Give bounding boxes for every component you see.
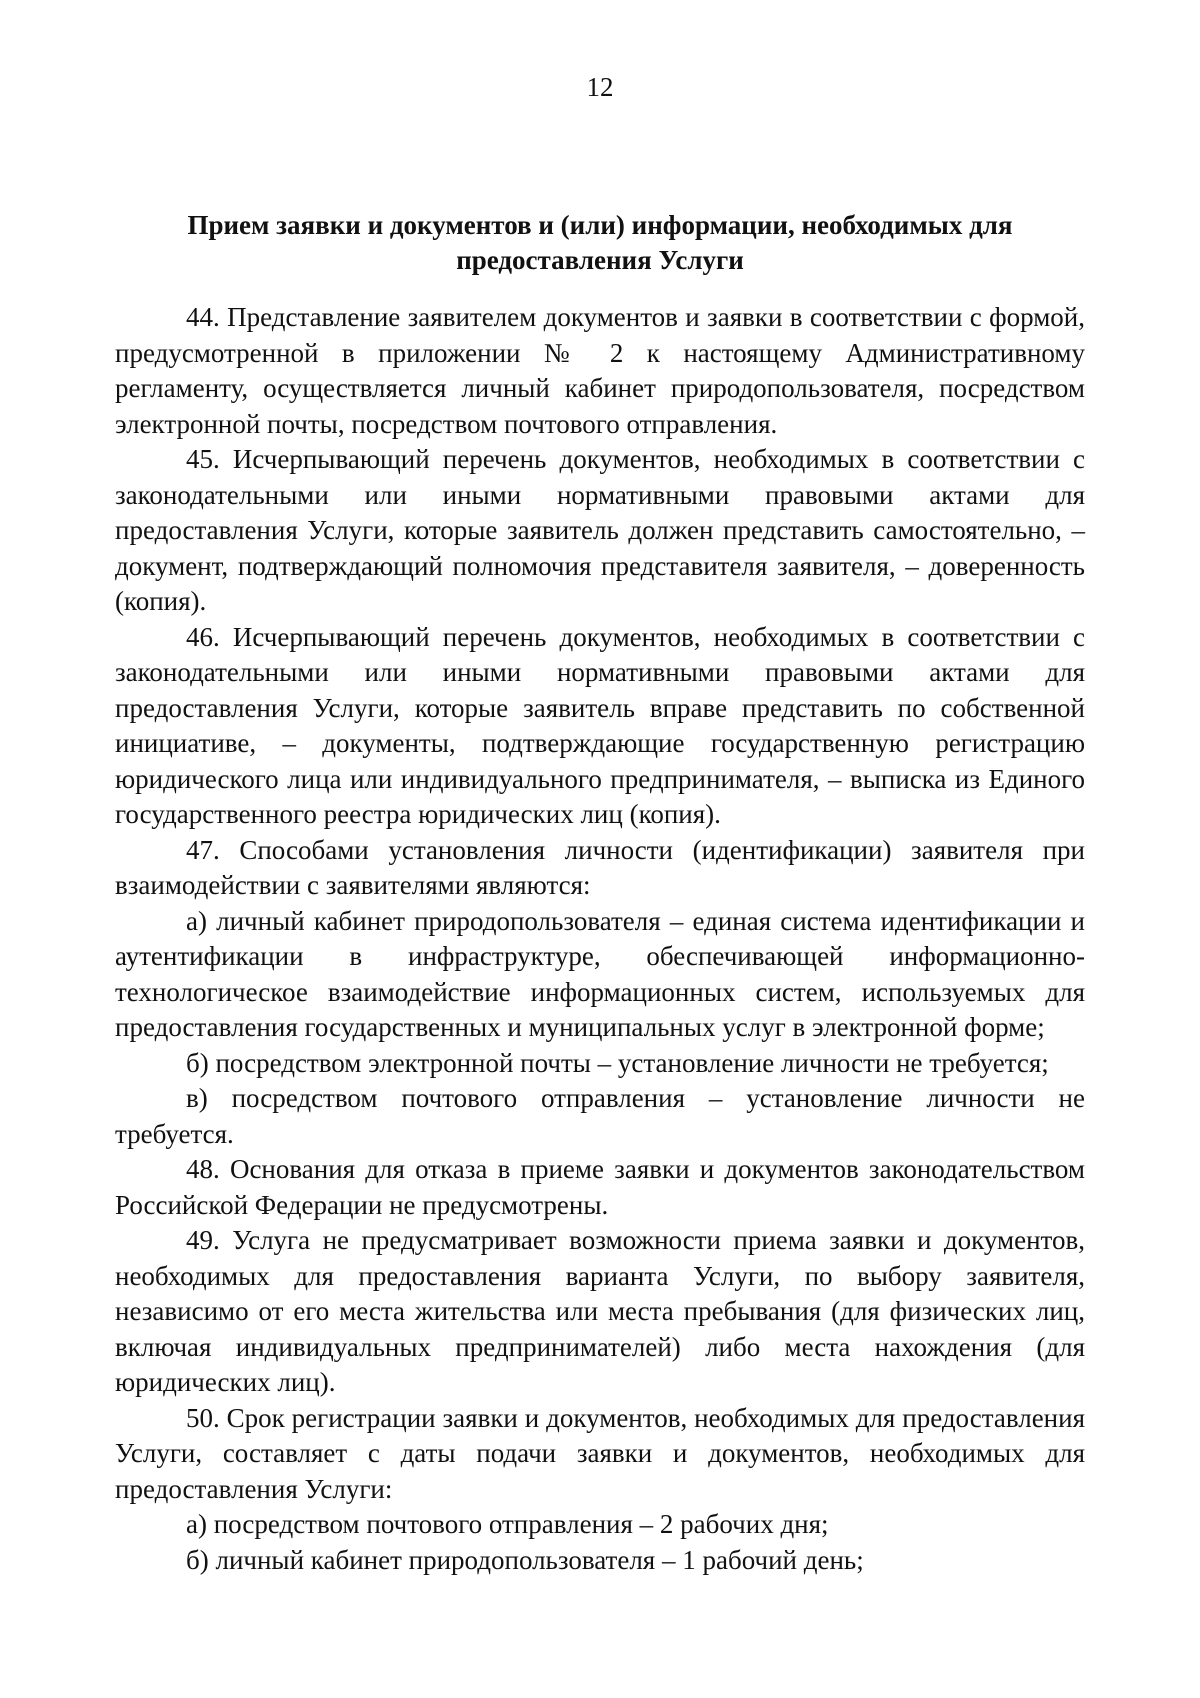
paragraph-46: 46. Исчерпывающий перечень документов, необходимых в соответствии с законодательными или иными нормативными правовыми актами для предоставления Услуги, которые заявитель вправе представить по собственной инициативе, – документы, подтверждающие государственную регистрацию юридического лица или индивидуального предпринимателя, – выписка из Единого государственного реестра юридических лиц (копия). [115,621,1085,829]
document-body [115,300,1085,1578]
paragraph-47-v: в) посредством почтового отправления – установление личности не требуется. [115,1083,1085,1149]
paragraph-45: 45. Исчерпывающий перечень документов, необходимых в соответствии с законодательными или иными нормативными правовыми актами для предоставления Услуги, которые заявитель должен представить самостоятельно, – документ, подтверждающий полномочия представителя заявителя, – доверенность (копия). [115,444,1085,616]
section-title [115,208,1085,278]
paragraph-47: 47. Способами установления личности (идентификации) заявителя при взаимодействии с заявителями являются: [115,834,1085,900]
paragraph-49: 49. Услуга не предусматривает возможности приема заявки и документов, необходимых для предоставления варианта Услуги, по выбору заявителя, независимо от его места жительства или места пребывания (для физических лиц, включая индивидуальных предпринимателей) либо места нахождения (для юридических лиц). [115,1225,1085,1397]
section-title-line-2: предоставления Услуги [456,245,744,275]
paragraph-50: 50. Срок регистрации заявки и документов, необходимых для предоставления Услуги, составляет с даты подачи заявки и документов, необходимых для предоставления Услуги: [115,1402,1085,1504]
page-number: 12 [586,72,614,102]
paragraph-44: 44. Представление заявителем документов и заявки в соответствии с формой, предусмотренной в приложении № 2 к настоящему Административному регламенту, осуществляется личный кабинет природопользователя, посредством электронной почты, посредством почтового отправления. [115,302,1085,439]
paragraph-48: 48. Основания для отказа в приеме заявки и документов законодательством Российской Федерации не предусмотрены. [115,1154,1085,1220]
paragraph-47-a: а) личный кабинет природопользователя – единая система идентификации и аутентификации в инфраструктуре, обеспечивающей информационно-технологическое взаимодействие информационных систем, используемых для предоставления государственных и муниципальных услуг в электронной форме; [115,905,1085,1042]
section-title-line-1: Прием заявки и документов и (или) информации, необходимых для [187,210,1013,240]
paragraph-47-b: б) посредством электронной почты – установление личности не требуется; [186,1047,1049,1078]
paragraph-50-b: б) личный кабинет природопользователя – 1 рабочий день; [186,1544,864,1575]
paragraph-50-a: а) посредством почтового отправления – 2 рабочих дня; [186,1509,829,1539]
